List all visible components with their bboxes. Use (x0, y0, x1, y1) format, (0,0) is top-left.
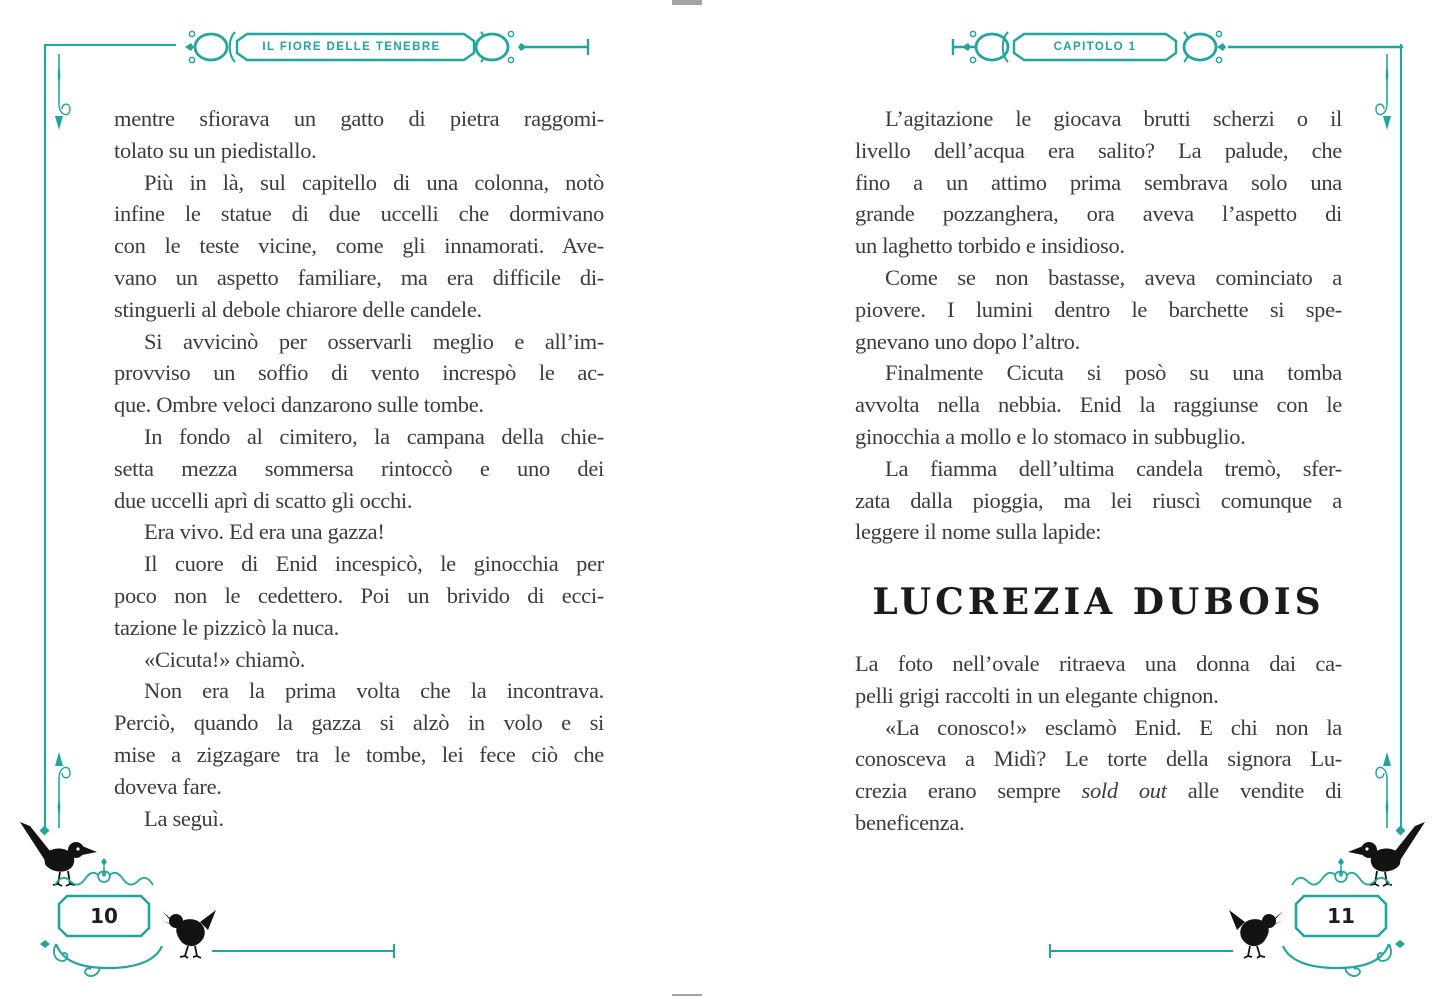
text-line: Più in là, sul capitello di una colonna, notò (144, 169, 604, 195)
text-line: doveva fare. (114, 773, 222, 799)
page-number-right: 11 (1327, 904, 1355, 928)
text-line: ginocchia a mollo e lo stomaco in subbuglio. (855, 423, 1246, 449)
text-line: avvolta nella nebbia. Enid la raggiunse con le (855, 392, 1342, 418)
page-number-left: 10 (90, 904, 118, 928)
text-line: tazione le pizzicò la nuca. (114, 614, 339, 640)
text-line: La seguì. (144, 805, 224, 831)
text-line: setta mezza sommersa rintoccò e uno dei (114, 455, 604, 481)
text-line: Il cuore di Enid incespicò, le ginocchia per (144, 551, 604, 577)
text-line: Si avvicinò per osservarli meglio e all’im- (144, 328, 604, 354)
text-line: mentre sfiorava un gatto di pietra raggomi- (114, 106, 604, 131)
text-line: poco non le cedettero. Poi un brivido di ecci- (114, 582, 604, 608)
text-line: La fiamma dell’ultima candela tremò, sfer- (885, 455, 1342, 481)
frame-bottom-line-right (1050, 950, 1233, 952)
tombstone-name-title: LUCREZIA DUBOIS (872, 581, 1325, 623)
text-line: vano un aspetto familiare, ma era difficile di- (114, 264, 604, 290)
frame-side-line-left (44, 44, 46, 830)
text-line: In fondo al cimitero, la campana della chie- (144, 423, 604, 449)
text-line: «Cicuta!» chiamò. (144, 646, 306, 672)
text-line: Era vivo. Ed era una gazza! (144, 519, 385, 545)
body-text-right-upper (855, 103, 1342, 548)
frame-top-line-left (44, 44, 176, 46)
text-line: mise a zigzagare tra le tombe, lei fece ciò che (114, 741, 604, 767)
text-line: beneficenza. (855, 809, 965, 835)
text-line: que. Ombre veloci danzarono sulle tombe. (114, 392, 484, 418)
swirl-ornament (38, 934, 188, 980)
text-line: infine le statue di due uccelli che dormivano (114, 201, 604, 227)
text-line: piovere. I lumini dentro le barchette si spe- (855, 296, 1342, 322)
text-line: «La conosco!» esclamò Enid. E chi non la (885, 714, 1342, 740)
text-line: livello dell’acqua era salito? La palude, che (855, 137, 1342, 163)
scan-artifact-bottom (672, 994, 702, 996)
text-line: provviso un soffio di vento increspò le ac- (114, 360, 604, 386)
text-line: L’agitazione le giocava brutti scherzi o il (885, 106, 1342, 131)
text-line: leggere il nome sulla lapide: (855, 519, 1102, 545)
flourish-icon (50, 54, 74, 138)
text-line: Come se non bastasse, aveva cominciato a (885, 264, 1342, 290)
text-line: pelli grigi raccolti in un elegante chignon. (855, 682, 1219, 708)
text-line: un laghetto torbido e insidioso. (855, 233, 1125, 259)
frame-bottom-tick-left (393, 944, 395, 958)
text-line: tolato su un piedistallo. (114, 137, 317, 163)
scan-artifact-top (672, 0, 702, 5)
swirl-ornament (1257, 934, 1407, 980)
scroll-ornament (52, 858, 156, 892)
text-line: con le teste vicine, come gli innamorati. Ave- (114, 233, 604, 259)
body-text-left (114, 103, 604, 834)
frame-side-line-right (1400, 44, 1402, 830)
text-line: Non era la prima volta che la incontrava. (144, 678, 604, 704)
text-line: zata dalla pioggia, ma lei riuscì comunque a (855, 487, 1342, 513)
running-header-left: IL FIORE DELLE TENEBRE (262, 41, 441, 53)
text-line: gnevano uno dopo l’altro. (855, 328, 1080, 354)
flourish-icon (50, 744, 74, 828)
frame-bottom-line-left (212, 950, 395, 952)
running-header-right: CAPITOLO 1 (1053, 41, 1137, 53)
text-line: crezia erano sempre sold out alle vendite di (855, 778, 1342, 804)
text-line: Finalmente Cicuta si posò su una tomba (885, 360, 1342, 386)
text-line: conosceva a Midì? Le torte della signora Lu- (855, 746, 1342, 772)
text-line: grande pozzanghera, ora aveva l’aspetto di (855, 201, 1342, 227)
frame-bottom-tick-right (1049, 944, 1051, 958)
text-line: due uccelli aprì di scatto gli occhi. (114, 487, 413, 513)
scroll-ornament (1289, 858, 1393, 892)
text-line: stinguerli al debole chiarore delle candele. (114, 296, 482, 322)
text-line: La foto nell’ovale ritraeva una donna dai ca- (855, 651, 1342, 676)
body-text-right-lower (855, 648, 1342, 839)
flourish-icon (1372, 744, 1396, 828)
text-line: Perciò, quando la gazza si alzò in volo e si (114, 710, 604, 736)
text-line: fino a un attimo prima sembrava solo una (855, 169, 1342, 195)
